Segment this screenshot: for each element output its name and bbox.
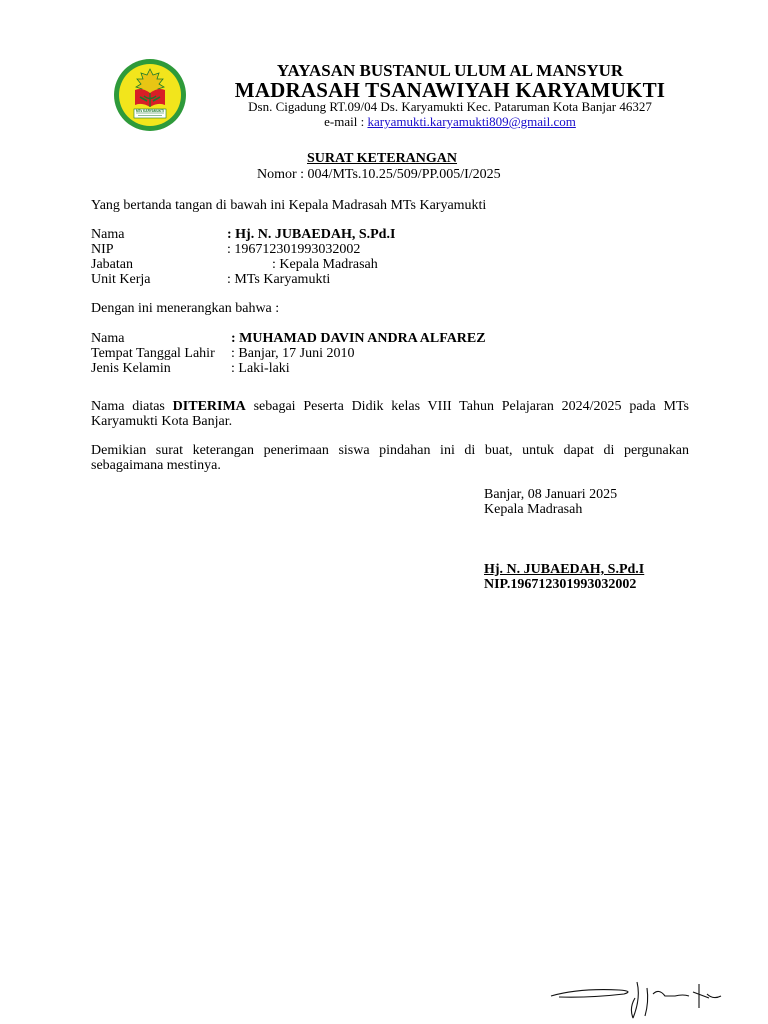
- handwritten-signature: [549, 978, 741, 1022]
- email-label: e-mail :: [324, 114, 368, 129]
- signer-name-value: : Hj. N. JUBAEDAH, S.Pd.I: [227, 227, 396, 242]
- school-address: Dsn. Cigadung RT.09/04 Ds. Karyamukti Kec. Pataruman Kota Banjar 46327: [248, 99, 652, 114]
- logo-emblem: [114, 59, 186, 131]
- signer-nip-label: NIP: [91, 242, 114, 257]
- place-date: Banjar, 08 Januari 2025: [484, 487, 618, 502]
- student-birth-value: : Banjar, 17 Juni 2010: [231, 346, 355, 361]
- logo-text: MTs KARYAMUKTI: [135, 109, 165, 113]
- signer-unit-label: Unit Kerja: [91, 272, 151, 287]
- student-name-value: : MUHAMAD DAVIN ANDRA ALFAREZ: [231, 331, 486, 346]
- signer-name-label: Nama: [91, 227, 125, 242]
- email-link[interactable]: karyamukti.karyamukti809@gmail.com: [367, 114, 576, 129]
- student-gender-label: Jenis Kelamin: [91, 361, 171, 376]
- signer-nip: NIP.196712301993032002: [484, 577, 637, 592]
- letter-title: SURAT KETERANGAN: [307, 151, 458, 166]
- email-line: [200, 114, 700, 130]
- acceptance-post: sebagai Peserta Didik kelas VIII Tahun Pelajaran 2024/2025 pada MTs Karyamukti Kota Banjar.: [91, 399, 689, 429]
- acceptance-paragraph: [91, 399, 689, 429]
- student-name-label: Nama: [91, 331, 125, 346]
- signer-title: Kepala Madrasah: [484, 502, 583, 517]
- signer-nip-value: : 196712301993032002: [227, 242, 361, 257]
- signer-position-value: : Kepala Madrasah: [272, 257, 378, 272]
- school-logo: [112, 57, 188, 133]
- letter-number: Nomor : 004/MTs.10.25/509/PP.005/I/2025: [257, 167, 501, 182]
- acceptance-pre: Nama diatas: [91, 399, 173, 414]
- signer-unit-value: : MTs Karyamukti: [227, 272, 331, 287]
- student-birth-label: Tempat Tanggal Lahir: [91, 346, 215, 361]
- school-name: MADRASAH TSANAWIYAH KARYAMUKTI: [234, 78, 666, 102]
- signer-name: Hj. N. JUBAEDAH, S.Pd.I: [484, 562, 645, 577]
- intro-text: Yang bertanda tangan di bawah ini Kepala Madrasah MTs Karyamukti: [91, 198, 487, 213]
- accepted-word: DITERIMA: [172, 399, 246, 414]
- signer-position-label: Jabatan: [91, 257, 133, 272]
- student-gender-value: : Laki-laki: [231, 361, 290, 376]
- foundation-name: YAYASAN BUSTANUL ULUM AL MANSYUR: [276, 61, 624, 80]
- statement-text: Dengan ini menerangkan bahwa :: [91, 301, 280, 316]
- closing-paragraph: Demikian surat keterangan penerimaan siswa pindahan ini di buat, untuk dapat di pergunakan sebagaimana mestinya.: [91, 443, 689, 473]
